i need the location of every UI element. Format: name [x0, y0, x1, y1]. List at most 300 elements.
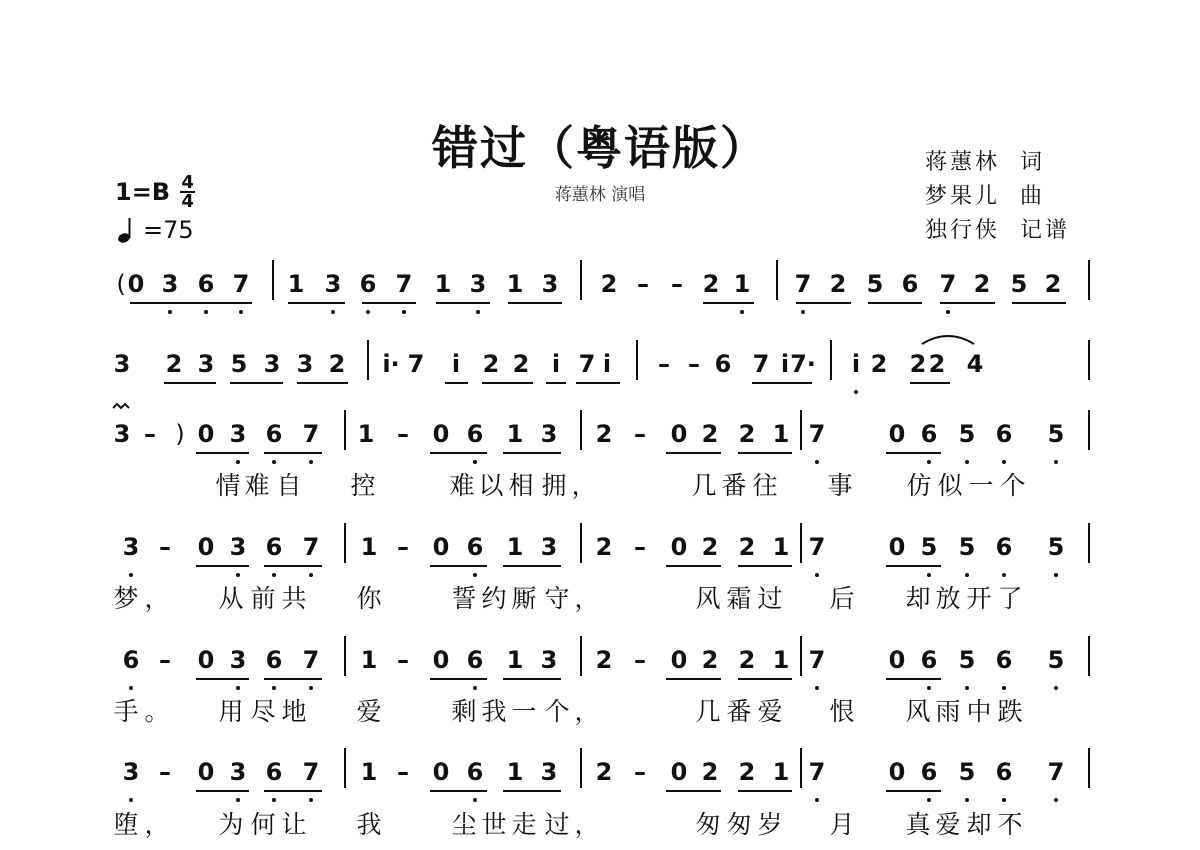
key-signature: [115, 174, 195, 210]
note: 4: [966, 350, 984, 378]
lyric-char: 难: [449, 471, 475, 500]
note: 3: [263, 350, 281, 378]
note: 0: [197, 758, 215, 786]
low-octave-dot: [236, 460, 240, 464]
note: 7: [752, 350, 770, 378]
note: i·: [382, 350, 400, 378]
note: 7: [808, 420, 826, 448]
quarter-note-icon: [113, 216, 141, 244]
low-octave-dot: [927, 798, 931, 802]
transcriber-credit: 独行侠 记谱: [925, 218, 1070, 243]
beam-underline: [546, 382, 566, 384]
lyric-char: 世: [481, 810, 507, 839]
low-octave-dot: [473, 573, 477, 577]
note: 2: [328, 350, 346, 378]
beam-underline: [264, 565, 322, 567]
note: 6: [920, 646, 938, 674]
beam-underline: [195, 302, 252, 304]
beam-underline: [738, 565, 792, 567]
lyric-char: 了: [997, 584, 1023, 613]
beam-underline: [666, 678, 721, 680]
bar-line: [636, 340, 638, 380]
low-octave-dot: [927, 686, 931, 690]
beam-underline: [666, 790, 721, 792]
note: 3: [113, 350, 131, 378]
beam-underline: [503, 678, 561, 680]
lyric-char: 我: [356, 810, 382, 839]
beam-underline: [430, 452, 487, 454]
low-octave-dot: [815, 686, 819, 690]
note: 3: [122, 758, 140, 786]
bar-line: [272, 260, 274, 300]
beam-underline: [436, 302, 490, 304]
note: 6: [920, 420, 938, 448]
lyric-char: 爱: [757, 697, 783, 726]
low-octave-dot: [1002, 573, 1006, 577]
lyric-char: 匆: [695, 810, 721, 839]
beam-underline: [196, 678, 249, 680]
dash-mark: –: [397, 420, 409, 448]
low-octave-dot: [1054, 573, 1058, 577]
note: 7: [808, 533, 826, 561]
low-octave-dot: [1054, 798, 1058, 802]
beam-underline: [503, 565, 561, 567]
note: 1: [360, 758, 378, 786]
lyric-char: ，: [144, 584, 170, 613]
low-octave-dot: [815, 798, 819, 802]
low-octave-dot: [473, 460, 477, 464]
bar-line: [800, 636, 802, 676]
lyric-char: 个: [1000, 471, 1026, 500]
note: 5: [1047, 646, 1065, 674]
beam-underline: [666, 452, 721, 454]
note: 3: [541, 270, 559, 298]
low-octave-dot: [965, 573, 969, 577]
note: 3: [197, 350, 215, 378]
dash-mark: –: [144, 420, 156, 448]
low-octave-dot: [927, 460, 931, 464]
note: 1: [772, 646, 790, 674]
bar-line: [1088, 636, 1090, 676]
note: 2: [595, 758, 613, 786]
beam-underline: [910, 382, 950, 384]
beam-underline: [230, 382, 283, 384]
note: 7: [794, 270, 812, 298]
low-octave-dot: [402, 310, 406, 314]
lyric-char: 开: [966, 584, 992, 613]
low-octave-dot: [236, 798, 240, 802]
lyric-char: 番: [721, 471, 747, 500]
beam-underline: [886, 452, 941, 454]
lyric-char: 从: [218, 584, 244, 613]
lyric-char: ，: [574, 810, 600, 839]
note: 0: [888, 420, 906, 448]
lyric-char: 用: [218, 697, 244, 726]
note: 1: [772, 420, 790, 448]
note: 6: [466, 533, 484, 561]
slur-arc: [918, 330, 978, 346]
note: 0: [127, 270, 145, 298]
lyric-char: 中: [966, 697, 992, 726]
note: 3: [229, 420, 247, 448]
lyric-char: 厮: [511, 584, 537, 613]
lyric-char: 尽: [250, 697, 276, 726]
note: 2: [701, 758, 719, 786]
low-octave-dot: [476, 310, 480, 314]
lyric-char: 控: [350, 471, 376, 500]
beam-underline: [738, 678, 792, 680]
note: 2: [738, 758, 756, 786]
low-octave-dot: [331, 310, 335, 314]
note: 1: [357, 420, 375, 448]
beam-underline: [196, 452, 249, 454]
note: 3: [469, 270, 487, 298]
note: 6: [901, 270, 919, 298]
tempo-value: =75: [143, 216, 194, 244]
dash-mark: –: [397, 646, 409, 674]
note: 7: [302, 646, 320, 674]
dash-mark: –: [658, 350, 670, 378]
notation-line: [0, 535, 1200, 559]
low-octave-dot: [740, 310, 744, 314]
time-signature: [180, 174, 195, 210]
note: 5: [1047, 420, 1065, 448]
note: 6: [466, 758, 484, 786]
note: i: [451, 350, 461, 378]
beam-underline: [430, 790, 487, 792]
dash-mark: –: [397, 533, 409, 561]
note: 6: [995, 533, 1013, 561]
note: 2: [595, 420, 613, 448]
beam-underline: [264, 452, 322, 454]
note: 0: [432, 758, 450, 786]
note: 6: [265, 646, 283, 674]
lyric-char: ，: [571, 471, 597, 500]
lyric-char: 个: [544, 697, 570, 726]
dash-mark: –: [159, 533, 171, 561]
bar-line: [830, 340, 832, 380]
beam-underline: [886, 565, 941, 567]
beam-underline: [503, 452, 561, 454]
bar-line: [344, 523, 346, 563]
note: 6: [359, 270, 377, 298]
beam-underline: [288, 302, 345, 304]
lyric-char: 以: [478, 471, 504, 500]
lyric-char: 后: [829, 584, 855, 613]
bar-line: [344, 410, 346, 450]
notation-line: [0, 648, 1200, 672]
note: 2: [909, 350, 927, 378]
bar-line: [800, 523, 802, 563]
beam-underline: [576, 382, 620, 384]
low-octave-dot: [204, 310, 208, 314]
lyric-char: 月: [829, 810, 855, 839]
beam-underline: [430, 678, 487, 680]
lyric-char: 誓: [451, 584, 477, 613]
note: 2: [165, 350, 183, 378]
note: 2: [870, 350, 888, 378]
credits-block: [925, 146, 1070, 248]
note: 1: [772, 533, 790, 561]
lyric-char: 难: [244, 471, 270, 500]
note: 2: [701, 533, 719, 561]
beam-underline: [362, 302, 416, 304]
beam-underline: [297, 382, 348, 384]
notation-line: [0, 272, 1200, 296]
lyric-char: 走: [511, 810, 537, 839]
beam-underline: [164, 382, 216, 384]
note: 0: [888, 533, 906, 561]
note: 2: [701, 420, 719, 448]
note: 6: [265, 533, 283, 561]
note: 2: [600, 270, 618, 298]
note: 0: [197, 420, 215, 448]
low-octave-dot: [1002, 686, 1006, 690]
bar-line: [776, 260, 778, 300]
beam-underline: [886, 678, 941, 680]
lyric-char: 番: [726, 697, 752, 726]
note: 3: [229, 646, 247, 674]
singer-credit: 蒋蕙林 演唱: [554, 185, 646, 205]
low-octave-dot: [366, 310, 370, 314]
lyric-char: 仿: [906, 471, 932, 500]
lyric-char: 风: [695, 584, 721, 613]
note: 5: [230, 350, 248, 378]
lyric-char: 却: [966, 810, 992, 839]
lyric-line: [0, 805, 1200, 839]
note: 1: [506, 270, 524, 298]
bracket-mark: (: [116, 270, 126, 298]
note: 6: [466, 420, 484, 448]
bar-line: [1088, 260, 1090, 300]
low-octave-dot: [965, 460, 969, 464]
note: 0: [197, 646, 215, 674]
note: 5: [920, 533, 938, 561]
beam-underline: [796, 302, 851, 304]
lyric-char: 守: [544, 584, 570, 613]
low-octave-dot: [946, 310, 950, 314]
note: 0: [432, 420, 450, 448]
lyric-char: 手: [113, 697, 139, 726]
low-octave-dot: [801, 310, 805, 314]
note: 0: [432, 533, 450, 561]
lyric-char: 。: [144, 697, 170, 726]
beam-underline: [738, 790, 792, 792]
note: 5: [958, 420, 976, 448]
low-octave-dot: [309, 798, 313, 802]
bar-line: [580, 636, 582, 676]
note: 0: [432, 646, 450, 674]
note: 2: [482, 350, 500, 378]
lyric-char: 一: [511, 697, 537, 726]
lyric-char: 你: [356, 584, 382, 613]
bar-line: [580, 260, 582, 300]
low-octave-dot: [129, 798, 133, 802]
note: 1: [360, 646, 378, 674]
note: 3: [229, 533, 247, 561]
note: 7: [939, 270, 957, 298]
note: i: [551, 350, 561, 378]
dash-mark: –: [634, 533, 646, 561]
low-octave-dot: [965, 686, 969, 690]
lyric-char: 相: [508, 471, 534, 500]
note: 7: [407, 350, 425, 378]
note: 6: [995, 758, 1013, 786]
bar-line: [344, 748, 346, 788]
note: 6: [466, 646, 484, 674]
note: 0: [670, 420, 688, 448]
lyric-char: 往: [752, 471, 778, 500]
note: 1: [287, 270, 305, 298]
bar-line: [1088, 523, 1090, 563]
time-signature-bottom: 4: [181, 191, 194, 212]
lyric-char: 过: [757, 584, 783, 613]
note: 5: [958, 533, 976, 561]
beam-underline: [886, 790, 941, 792]
note: 3: [540, 758, 558, 786]
lyric-char: 跌: [997, 697, 1023, 726]
note: i: [851, 350, 861, 378]
note: 2: [738, 533, 756, 561]
note: 6: [197, 270, 215, 298]
dash-mark: –: [634, 420, 646, 448]
note: 3: [122, 533, 140, 561]
note: 7: [395, 270, 413, 298]
beam-underline: [503, 790, 561, 792]
note: 1: [506, 533, 524, 561]
low-octave-dot: [473, 798, 477, 802]
low-octave-dot: [272, 573, 276, 577]
note: 0: [888, 646, 906, 674]
lyric-char: ，: [144, 810, 170, 839]
dash-mark: –: [159, 646, 171, 674]
low-octave-dot: [272, 686, 276, 690]
lyric-char: 不: [997, 810, 1023, 839]
note: 7: [232, 270, 250, 298]
note: 6: [920, 758, 938, 786]
low-octave-dot: [854, 390, 858, 394]
low-octave-dot: [239, 310, 243, 314]
low-octave-dot: [129, 686, 133, 690]
note: 1: [772, 758, 790, 786]
lyric-char: 匆: [726, 810, 752, 839]
lyric-char: 爱: [935, 810, 961, 839]
low-octave-dot: [309, 686, 313, 690]
note: 2: [702, 270, 720, 298]
bar-line: [580, 748, 582, 788]
tempo-marking: [113, 216, 194, 244]
dash-mark: –: [634, 646, 646, 674]
lyric-char: ，: [574, 697, 600, 726]
beam-underline: [264, 790, 322, 792]
note: 2: [1044, 270, 1062, 298]
note: 7: [302, 758, 320, 786]
lyric-char: 风: [905, 697, 931, 726]
note: 2: [973, 270, 991, 298]
note: 5: [1047, 533, 1065, 561]
note: 7: [302, 533, 320, 561]
low-octave-dot: [815, 573, 819, 577]
note: 6: [265, 420, 283, 448]
note: 3: [161, 270, 179, 298]
bar-line: [1088, 340, 1090, 380]
note: 6: [995, 420, 1013, 448]
note: 1: [506, 758, 524, 786]
low-octave-dot: [272, 460, 276, 464]
note: 3: [229, 758, 247, 786]
note: i: [602, 350, 612, 378]
note: 2: [928, 350, 946, 378]
note: 7: [302, 420, 320, 448]
low-octave-dot: [1054, 460, 1058, 464]
lyric-char: 放: [935, 584, 961, 613]
note: 0: [197, 533, 215, 561]
note: 0: [670, 533, 688, 561]
low-octave-dot: [168, 310, 172, 314]
beam-underline: [666, 565, 721, 567]
note: 7: [1047, 758, 1065, 786]
low-octave-dot: [1002, 798, 1006, 802]
lyric-char: 让: [281, 810, 307, 839]
lyric-char: 梦: [113, 584, 139, 613]
lyric-char: ，: [574, 584, 600, 613]
low-octave-dot: [1002, 460, 1006, 464]
low-octave-dot: [236, 686, 240, 690]
dash-mark: –: [159, 758, 171, 786]
lyric-char: 爱: [356, 697, 382, 726]
lyric-char: 堕: [113, 810, 139, 839]
lyric-char: 过: [544, 810, 570, 839]
dash-mark: –: [634, 758, 646, 786]
low-octave-dot: [1054, 686, 1058, 690]
low-octave-dot: [927, 573, 931, 577]
song-title: 错过（粤语版）: [432, 121, 768, 175]
notation-line: [0, 422, 1200, 446]
composer-credit: 梦果儿 曲: [925, 184, 1045, 209]
note: 1: [360, 533, 378, 561]
lyric-char: 岁: [757, 810, 783, 839]
note: 2: [512, 350, 530, 378]
beam-underline: [482, 382, 533, 384]
note: 2: [738, 420, 756, 448]
ornament-icon: [111, 402, 133, 412]
bar-line: [580, 410, 582, 450]
low-octave-dot: [272, 798, 276, 802]
bar-line: [800, 748, 802, 788]
beam-underline: [940, 302, 995, 304]
dash-mark: –: [671, 270, 683, 298]
lyric-char: 一: [968, 471, 994, 500]
bar-line: [1088, 748, 1090, 788]
beam-underline: [430, 565, 487, 567]
lyric-char: 雨: [935, 697, 961, 726]
beam-underline: [703, 302, 754, 304]
note: 7: [808, 646, 826, 674]
lyric-char: 剩: [451, 697, 477, 726]
dash-mark: –: [397, 758, 409, 786]
lyric-char: 尘: [451, 810, 477, 839]
bar-line: [1088, 410, 1090, 450]
lyric-char: 真: [905, 810, 931, 839]
lyric-char: 前: [250, 584, 276, 613]
note: 3: [540, 420, 558, 448]
lyric-char: 我: [481, 697, 507, 726]
note: 5: [1010, 270, 1028, 298]
note: 0: [888, 758, 906, 786]
lyric-char: 情: [215, 471, 241, 500]
lyric-char: 事: [827, 471, 853, 500]
notation-line: [0, 352, 1200, 376]
